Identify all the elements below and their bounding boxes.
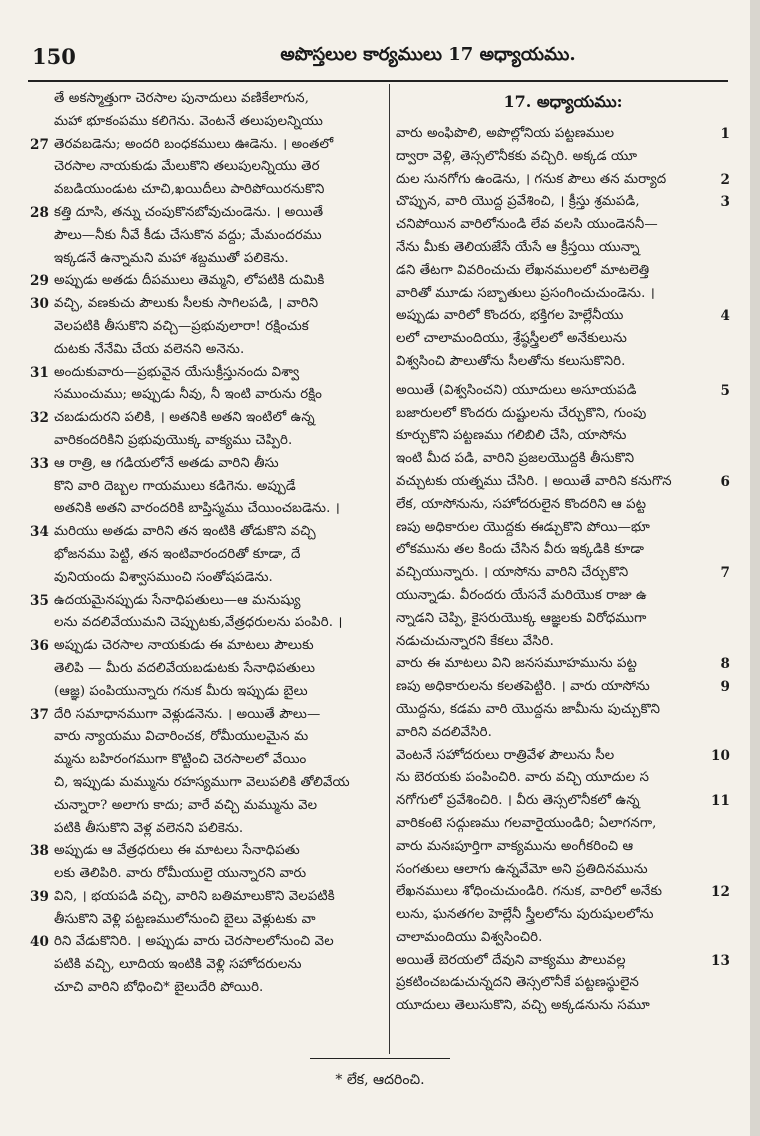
- line-text: యున్నాడు. వీరందరు యేసనే మరియొక రాజు ఉ: [396, 587, 647, 603]
- line-text: చబడుదురని పలికి, । అతనికి అతని ఇంటిలో ఉన్న: [54, 410, 315, 426]
- line-text: ణపు అధికారుల యొద్దకు ఈడ్చుకొని పోయి—భూ: [396, 519, 650, 535]
- text-line: [30, 498, 382, 521]
- text-line: [396, 745, 730, 768]
- line-text: పటికి తీసుకొని వెళ్ల వలెనని పలికెను.: [54, 820, 244, 836]
- text-line: [396, 972, 730, 995]
- text-line: [30, 362, 382, 385]
- line-text: దేరి సమాధానముగా వెళ్లుడనెను. । అయితే పౌలు—: [54, 706, 321, 722]
- text-line: [30, 977, 382, 1000]
- text-line: [30, 225, 382, 248]
- verse-number: 2: [720, 171, 730, 188]
- verse-number: 38: [30, 843, 49, 860]
- text-line: [396, 881, 730, 904]
- text-line: [396, 631, 730, 654]
- text-line: [30, 772, 382, 795]
- line-text: అయితే (విశ్వసించని) యూదులు అసూయపడి: [396, 382, 637, 398]
- text-line: [30, 453, 382, 476]
- text-line: [396, 950, 730, 973]
- line-text: ఇక్కడనే ఉన్నామని మహా శబ్దముతో పలికెను.: [54, 250, 289, 266]
- text-line: [30, 886, 382, 909]
- line-text: తెరవబడెను; అందరి బంధకములు ఊడెను. । అంతలో: [54, 136, 334, 152]
- line-text: వునియందు విశ్వాసముంచి సంతోషపడెను.: [54, 569, 273, 585]
- column-divider: [389, 84, 390, 1054]
- line-text: నగోగులో ప్రవేశించిరి. । వీరు తెస్సలొనీకలో ఉన్న: [396, 793, 640, 809]
- text-line: [396, 237, 730, 260]
- text-line: [30, 339, 382, 362]
- line-text: లేక, యాసోనును, సహోదరులైన కొందరిని ఆ పట్ట: [396, 496, 647, 512]
- verse-number: 39: [30, 888, 49, 905]
- text-line: [30, 840, 382, 863]
- right-column: [396, 88, 730, 1048]
- text-line: [396, 722, 730, 745]
- text-line: [396, 995, 730, 1018]
- running-title: అపొస్తలుల కార్యములు 17 అధ్యాయము.: [280, 44, 576, 65]
- text-line: [396, 283, 730, 306]
- line-text: చి, ఇప్పుడు మమ్మును రహస్యముగా వెలుపలికి తోలివేయ: [54, 774, 350, 790]
- text-line: [396, 585, 730, 608]
- line-text: వబడియుండుట చూచి,ఖయిదీలు పారిపోయిరనుకొని: [54, 182, 325, 198]
- left-column: [30, 88, 382, 1048]
- line-text: బజారులలో కొందరు దుష్టులను చేర్చుకొని, గుంపు: [396, 405, 647, 421]
- verse-number: 28: [30, 204, 49, 221]
- verse-number: 35: [30, 592, 49, 609]
- text-line: [396, 608, 730, 631]
- line-text: వారు ఈ మాటలు విని జనసమూహమును పట్ట: [396, 656, 637, 672]
- text-line: [396, 494, 730, 517]
- verse-number: 36: [30, 638, 49, 655]
- text-line: [396, 517, 730, 540]
- line-text: వెలపటికి తీసుకొని వచ్చి—ప్రభువులారా! రక్షించుక: [54, 318, 309, 334]
- text-line: [396, 904, 730, 927]
- line-text: రిని వేడుకొనిరి. । అప్పుడు వారు చెరసాలలోనుంచి వెల: [54, 934, 334, 950]
- text-line: [396, 351, 730, 374]
- verse-number: 3: [720, 194, 730, 211]
- line-text: అప్పుడు వారిలో కొందరు, భక్తిగల హెల్లేనీయు: [396, 308, 624, 324]
- line-text: ద్వారా వెళ్లి, తెస్సలొనీకకు వచ్చిరి. అక్కడ యూ: [396, 148, 638, 164]
- line-text: ప్రకటించబడుచున్నదని తెస్సలొనీకే పట్టణస్థులైన: [396, 975, 639, 991]
- line-text: నేను మీకు తెలియజేసే యేసే ఆ క్రీస్తయి యున్నా: [396, 239, 640, 255]
- text-line: [30, 407, 382, 430]
- verse-number: 33: [30, 455, 49, 472]
- text-line: [30, 931, 382, 954]
- text-line: [396, 380, 730, 403]
- text-line: [396, 471, 730, 494]
- verse-number: 34: [30, 524, 49, 541]
- line-text: (ఆజ్ఞ) పంపియున్నారు గనుక మీరు ఇప్పుడు బైలు: [54, 683, 308, 699]
- verse-number: 6: [720, 473, 730, 490]
- line-text: చున్నారా? అలాగు కాదు; వారే వచ్చి మమ్మును వెల: [54, 797, 318, 813]
- verse-number: 30: [30, 296, 49, 313]
- line-text: వచ్చియున్నారు. । యాసోను వారిని చేర్చుకొని: [396, 565, 629, 581]
- line-text: లోకమును తల కిందు చేసిన వీరు ఇక్కడికి కూడా: [396, 542, 645, 558]
- text-line: [30, 726, 382, 749]
- line-text: వారికంటె సద్గుణము గలవారైయుండిరి; ఏలాగనగా,: [396, 815, 657, 831]
- verse-number: 11: [711, 793, 730, 810]
- line-text: ణపు అధికారులను కలతపెట్టిరి. । వారు యాసోను: [396, 679, 650, 695]
- line-text: లును, ఘనతగల హెల్లేనీ స్త్రీలలోను పురుషులలోను: [396, 907, 654, 923]
- text-line: [30, 590, 382, 613]
- text-line: [30, 544, 382, 567]
- line-text: ఆ రాత్రి, ఆ గడియలోనే అతడు వారిని తీసు: [54, 455, 279, 471]
- text-line: [30, 111, 382, 134]
- line-text: ను బెరయకు పంపించిరి. వారు వచ్చి యూదుల స: [396, 770, 650, 786]
- text-line: [396, 403, 730, 426]
- text-line: [396, 676, 730, 699]
- verse-number: 29: [30, 273, 49, 290]
- line-text: ఉదయమైనప్పుడు సేనాధిపతులు—ఆ మనుష్యు: [54, 592, 301, 608]
- text-line: [30, 818, 382, 841]
- text-line: [30, 316, 382, 339]
- line-text: వచ్చుటకు యత్నము చేసిరి. । అయితే వారిని కనుగొన: [396, 473, 672, 489]
- line-text: వారు న్యాయము విచారించక, రోమీయులమైన మ: [54, 729, 309, 745]
- text-line: [396, 653, 730, 676]
- line-text: భోజనము పెట్టి, తన ఇంటివారందరితో కూడా, దే: [54, 546, 301, 562]
- text-line: [30, 954, 382, 977]
- verse-number: 31: [30, 364, 49, 381]
- line-text: వారు అంఫిపొలి, అపొల్లోనియ పట్టణముల: [396, 126, 615, 141]
- text-line: [30, 270, 382, 293]
- line-text: డని తేటగా వివరించుచు లేఖనములలో మాటలెత్తి: [396, 262, 650, 278]
- line-text: అప్పుడు ఆ వేత్రధరులు ఈ మాటలు సేనాధిపతు: [54, 843, 300, 859]
- line-text: అందుకువారు—ప్రభువైన యేసుక్రీస్తునందు విశ్వా: [54, 364, 300, 380]
- footnote-rule: [310, 1058, 450, 1059]
- header-rule: [28, 80, 728, 82]
- text-line: [30, 863, 382, 886]
- line-text: అతనికి అతని వారందరికి బాప్తిస్మము చేయించబడెను. ।: [54, 501, 340, 517]
- text-line: [396, 699, 730, 722]
- line-text: సముంచుము; అప్పుడు నీవు, నీ ఇంటి వారును రక్షిం: [54, 387, 323, 403]
- line-text: చొప్పున, వారి యొద్ద ప్రవేశించి, । క్రీస్తు శ్రమపడి,: [396, 194, 640, 210]
- verse-number: 4: [720, 308, 730, 325]
- text-line: [30, 88, 382, 111]
- verse-number: 12: [711, 884, 730, 901]
- text-line: [30, 293, 382, 316]
- line-text: లకు తెలిపిరి. వారు రోమీయులై యున్నారని వారు: [54, 866, 307, 882]
- text-line: [396, 790, 730, 813]
- line-text: కత్తి దూసి, తన్ను చంపుకొనబోవుచుండెను. । అయితే: [54, 204, 324, 220]
- text-line: [30, 179, 382, 202]
- line-text: ఇంటి మీద పడి, వారిని ప్రజలయొద్దకి తీసుకొని: [396, 451, 635, 467]
- verse-number: 27: [30, 136, 49, 153]
- line-text: మరియు అతడు వారిని తన ఇంటికి తోడుకొని వచ్చి: [54, 524, 316, 540]
- verse-number: 32: [30, 410, 49, 427]
- line-text: నడుచుచున్నారని కేకలు వేసిరి.: [396, 633, 554, 649]
- line-text: వెంటనే సహోదరులు రాత్రివేళ పౌలును సీల: [396, 747, 615, 763]
- line-text: కూర్చుకొని పట్టణము గలిబిలి చేసి, యాసోను: [396, 428, 627, 444]
- text-line: [30, 749, 382, 772]
- line-text: చనిపోయిన వారిలోనుండి లేవ వలసి యుండెననీ—: [396, 217, 658, 233]
- text-line: [396, 169, 730, 192]
- text-line: [30, 521, 382, 544]
- page-header: [28, 44, 728, 74]
- text-line: [30, 658, 382, 681]
- line-text: లలో చాలామందియు, శ్రేష్ఠస్త్రీలలో అనేకులును: [396, 331, 627, 347]
- line-text: అయితే బెరయలో దేవుని వాక్యము పౌలువల్ల: [396, 952, 626, 968]
- line-text: విశ్వసించి పౌలుతోను సీలతోను కలుసుకొనిరి.: [396, 353, 626, 369]
- text-line: [30, 909, 382, 932]
- text-line: [396, 767, 730, 790]
- text-line: [30, 635, 382, 658]
- line-text: యొద్దను, కడమ వారి యొద్దను జామీను పుచ్చుకొని: [396, 701, 661, 717]
- verse-number: 10: [711, 747, 730, 764]
- verse-number: 5: [720, 382, 730, 399]
- line-text: యూదులు తెలుసుకొని, వచ్చి అక్కడనును సమూ: [396, 998, 650, 1014]
- text-line: [396, 813, 730, 836]
- footnote: * లేక, ఆదరించి.: [335, 1072, 425, 1088]
- line-text: లేఖనములు శోధించుచుండిరి. గనుక, వారిలో అనేకు: [396, 884, 663, 900]
- text-line: [30, 430, 382, 453]
- text-line: [30, 795, 382, 818]
- page-edge: [750, 0, 760, 1136]
- line-text: దుల సునగోగు ఉండెను, । గనుక పౌలు తన మర్యాద: [396, 171, 667, 187]
- text-line: [396, 123, 730, 146]
- text-line: [396, 260, 730, 283]
- verse-number: 8: [720, 656, 730, 673]
- text-line: [396, 927, 730, 950]
- text-line: [30, 612, 382, 635]
- verse-number: 40: [30, 934, 49, 951]
- line-text: వారికందరికిని ప్రభువుయొక్క వాక్యము చెప్పిరి.: [54, 432, 293, 448]
- text-line: [396, 425, 730, 448]
- line-text: తెలిపి — మీరు వదలివేయబడుటకు సేనాధిపతులు: [54, 660, 316, 676]
- line-text: న్నాడని చెప్పి, కైసరుయొక్క ఆజ్ఞలకు విరోధముగా: [396, 610, 647, 626]
- line-text: మహా భూకంపము కలిగెను. వెంటనే తలుపులన్నియు: [54, 113, 323, 129]
- line-text: వారిని వదలివేసిరి.: [396, 724, 492, 740]
- line-text: మ్మను బహిరంగముగా కొట్టించి చెరసాలలో వేయిం: [54, 752, 307, 768]
- line-text: కొని వారి దెబ్బల గాయములు కడిగెను. అప్పుడే: [54, 478, 296, 494]
- text-line: [30, 202, 382, 225]
- text-line: [30, 384, 382, 407]
- page-number: 150: [32, 44, 76, 69]
- line-text: సంగతులు ఆలాగు ఉన్నవేమో అని ప్రతిదినమును: [396, 861, 648, 877]
- verse-number: 7: [720, 565, 730, 582]
- text-line: [396, 539, 730, 562]
- text-line: [396, 859, 730, 882]
- line-text: విని, । భయపడి వచ్చి, వారిని బతిమాలుకొని వెలపటికి: [54, 888, 335, 904]
- line-text: చెరసాల నాయకుడు మేలుకొని తలుపులన్నియు తెర: [54, 159, 320, 175]
- line-text: అప్పుడు చెరసాల నాయకుడు ఈ మాటలు పౌలుకు: [54, 638, 314, 654]
- text-line: [30, 156, 382, 179]
- text-line: [396, 448, 730, 471]
- text-line: [396, 328, 730, 351]
- text-line: [396, 305, 730, 328]
- text-line: [30, 567, 382, 590]
- line-text: చాలామందియు విశ్వసించిరి.: [396, 929, 543, 945]
- text-line: [396, 836, 730, 859]
- line-text: దుటకు నేనేమి చేయ వలెనని అనెను.: [54, 341, 245, 357]
- line-text: వచ్చి, వణకుచు పౌలుకు సీలకు సాగిలపడి, । వారిని: [54, 296, 319, 312]
- line-text: లను వదలివేయుమని చెప్పుటకు,వేత్రధరులను పంపిరి. ।: [54, 615, 343, 631]
- text-line: [396, 146, 730, 169]
- text-line: [396, 562, 730, 585]
- text-line: [396, 214, 730, 237]
- line-text: పౌలు—నీకు నీవే కీడు చేసుకొన వద్దు; మేమందరము: [54, 227, 322, 243]
- line-text: తే అకస్మాత్తుగా చెరసాల పునాదులు వణికేలాగున,: [54, 91, 310, 106]
- line-text: వారితో మూడు సబ్బాతులు ప్రసంగించుచుండెను. ।: [396, 285, 655, 301]
- text-line: [30, 681, 382, 704]
- verse-number: 13: [711, 952, 730, 969]
- text-line: [30, 248, 382, 271]
- line-text: అప్పుడు అతడు దీపములు తెమ్మని, లోపటికి దుమికి: [54, 273, 325, 289]
- line-text: తీసుకొని వెళ్లి పట్టణములోనుంచి బైలు వెళ్లుటకు వా: [54, 911, 316, 927]
- text-line: [30, 134, 382, 157]
- text-line: [30, 476, 382, 499]
- line-text: వారు మనఃపూర్తిగా వాక్యమును అంగీకరించి ఆ: [396, 838, 634, 854]
- line-text: చూచి వారిని బోధించి* బైలుదేరి పోయిరి.: [54, 980, 264, 996]
- chapter-heading: 17. అధ్యాయము:: [503, 92, 623, 111]
- verse-number: 9: [720, 679, 730, 696]
- verse-number: 37: [30, 706, 49, 723]
- text-line: [396, 191, 730, 214]
- line-text: పటికి వచ్చి, లూదియ ఇంటికి వెళ్లి సహోదరులను: [54, 957, 302, 973]
- verse-number: 1: [720, 126, 730, 142]
- text-line: [30, 704, 382, 727]
